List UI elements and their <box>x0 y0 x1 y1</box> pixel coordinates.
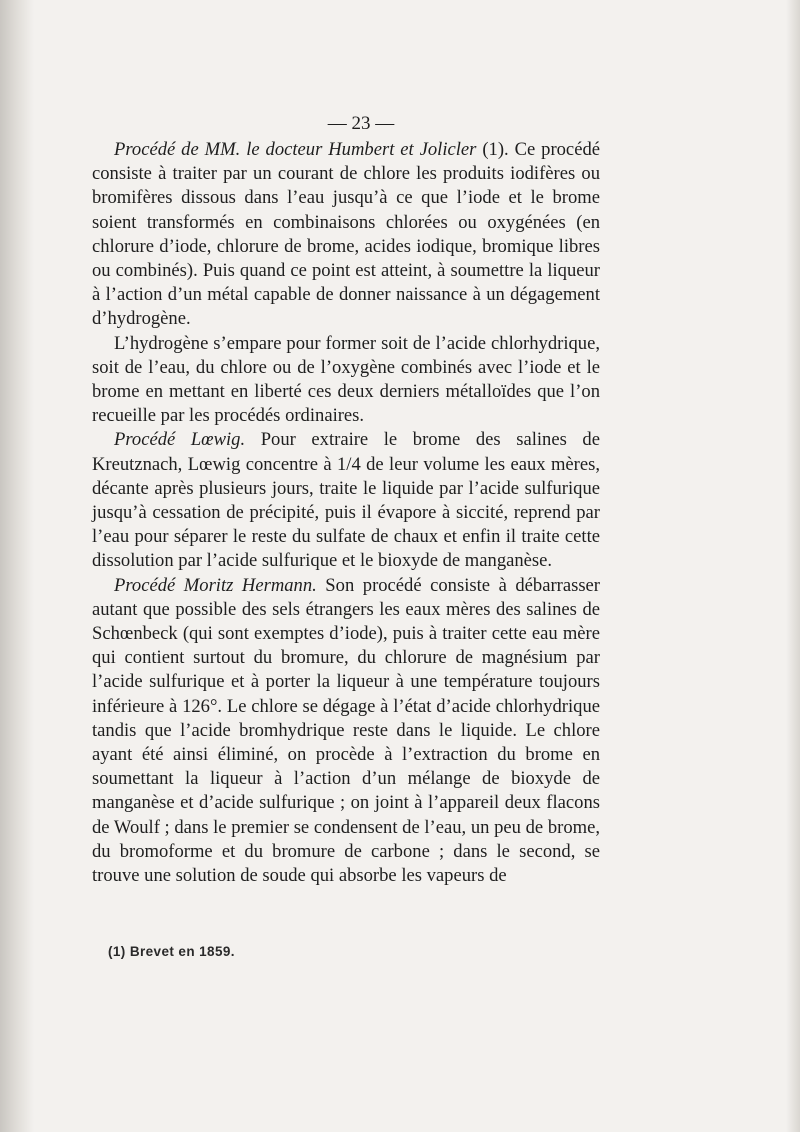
page-body <box>92 112 600 888</box>
paragraph-text: Son procédé consiste à débarrasser autant que possible des sels étrangers les eaux mères des salines de Schœnbeck (qui sont exemptes d’iode), puis à traiter cette eau mère qui contient surtout du bromure, du chlorure de magnésium par l’acide sulfurique et à porter la liqueur à une température toujours inférieure à 126°. Le chlore se dégage à l’état d’acide chlorhydrique tandis que l’acide bromhydrique reste dans le liquide. Le chlore ayant été ainsi éliminé, on procède à l’extraction du brome en soumettant la liqueur à l’action d’un mélange de bioxyde de manganèse et d’acide sulfurique ; on joint à l’appareil deux flacons de Woulf ; dans le premier se condensent de l’eau, un peu de brome, du bromoforme et du bromure de carbone ; dans le second, se trouve une solution de soude qui absorbe les vapeurs de <box>92 574 600 887</box>
paragraph-hydrogene <box>92 332 600 429</box>
paragraph-humbert-jolicler <box>92 138 600 332</box>
footnote: (1) Brevet en 1859. <box>108 944 235 959</box>
paragraph-heading: Procédé de MM. le docteur Humbert et Jolicler <box>114 139 477 160</box>
paragraph-heading: Procédé Moritz Hermann. <box>114 574 317 596</box>
paragraph-heading: Procédé Lœwig. <box>114 429 246 451</box>
page-edge-shadow <box>786 0 800 1132</box>
paragraph-text: L’hydrogène s’empare pour former soit de l’acide chlorhydrique, soit de l’eau, du chlore ou de l’oxygène combinés avec l’iode et le brome en mettant en liberté ces deux derniers métalloïdes que l’on recueille par les procédés ordinaires. <box>92 332 600 427</box>
paragraph-text: Pour extraire le brome des salines de Kreutznach, Lœwig concentre à 1/4 de leur volume les eaux mères, décante après plusieurs jours, traite le liquide par l’acide sulfurique jusqu’à cessation de précipité, puis il évapore à siccité, reprend par l’eau pour séparer le reste du sulfate de chaux et enfin il traite cette dissolution par l’acide sulfurique et le bioxyde de manganèse. <box>92 429 600 572</box>
page-gutter-shadow <box>0 0 34 1132</box>
paragraph-moritz-hermann <box>92 574 600 889</box>
paragraph-loewig <box>92 428 600 573</box>
page-number: — 23 — <box>327 113 395 134</box>
paragraph-text: (1). Ce procédé consiste à traiter par un courant de chlore les produits iodifères ou bromifères dissous dans l’eau jusqu’à ce que l’iode et le brome soient transformés en combinaisons chlorées ou oxygénées (en chlorure d’iode, chlorure de brome, acides iodique, bromique libres ou combinés). Puis quand ce point est atteint, à soumettre la liqueur à l’action d’un métal capable de donner naissance à un dégagement d’hydrogène. <box>92 139 600 330</box>
